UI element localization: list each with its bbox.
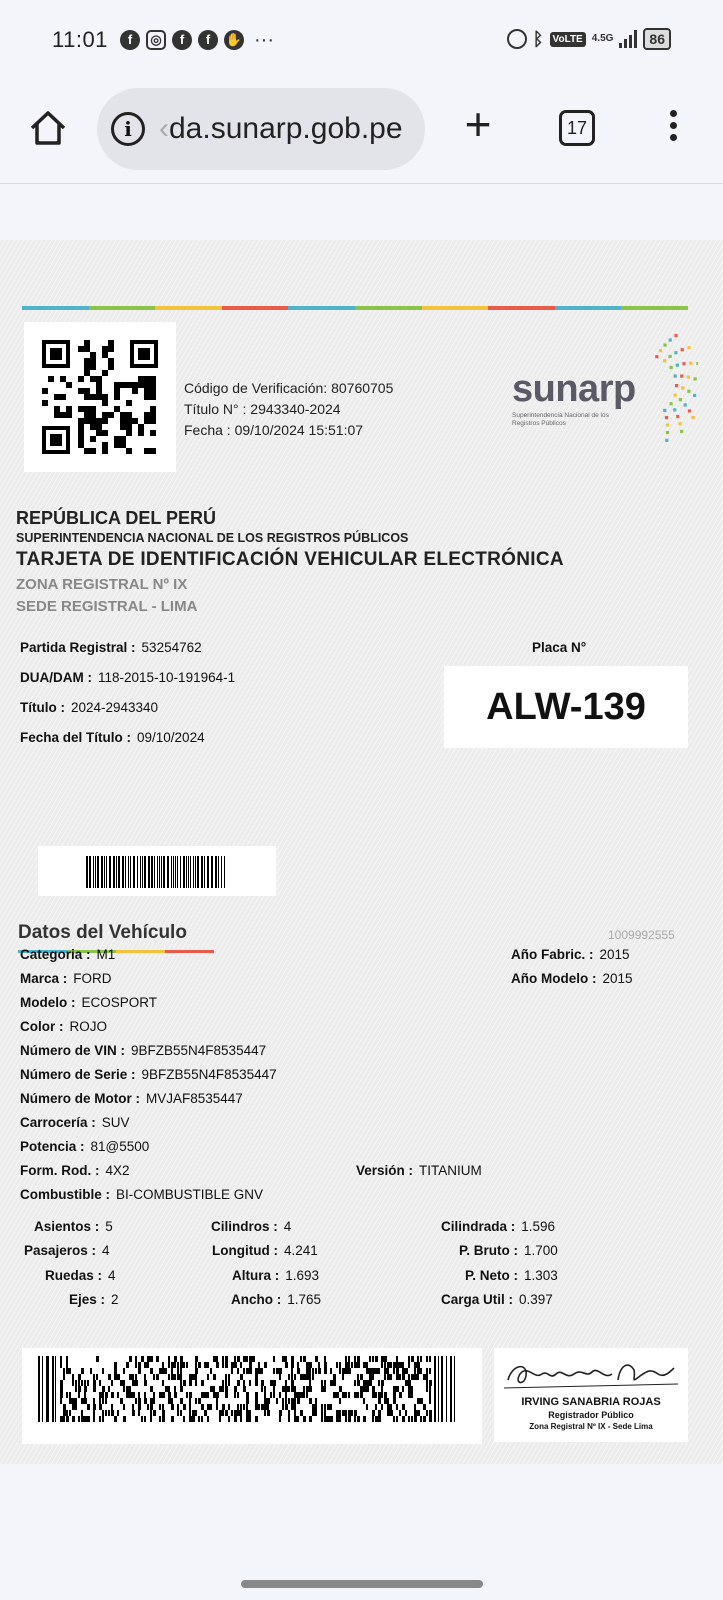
spec-cilindros: Cilindros : 4	[211, 1219, 292, 1234]
spec-pasajeros: Pasajeros : 4	[24, 1243, 110, 1258]
alarm-icon	[507, 29, 527, 49]
facebook-icon: f	[120, 30, 140, 50]
home-icon	[28, 108, 68, 148]
spec-p-bruto: P. Bruto : 1.700	[459, 1243, 558, 1258]
field-categoria: Categoria : M1	[20, 947, 116, 962]
card-title: TARJETA DE IDENTIFICACIÓN VEHICULAR ELECTRÓNICA	[16, 549, 564, 570]
vehicle-card-document	[0, 240, 723, 1464]
system-icons	[507, 28, 671, 50]
status-bar	[0, 0, 723, 80]
plate-number: ALW-139	[444, 666, 688, 748]
spec-ancho: Ancho : 1.765	[231, 1292, 322, 1307]
verification-code: Código de Verificación: 80760705	[184, 380, 394, 396]
field-potencia: Potencia : 81@5500	[20, 1139, 150, 1154]
field-anio-fabric: Año Fabric. : 2015	[511, 947, 630, 962]
signal-icon	[619, 30, 637, 48]
verification-date: Fecha : 09/10/2024 15:51:07	[184, 422, 364, 438]
registrar-zone: Zona Registral Nº IX - Sede Lima	[529, 1422, 653, 1431]
barcode-small	[38, 846, 276, 896]
instagram-icon: ◎	[146, 30, 166, 50]
vehicle-data-title: Datos del Vehículo	[18, 922, 187, 943]
network-type: 4.5G	[591, 33, 614, 44]
more-notifications-icon: ···	[254, 29, 274, 51]
country-heading: REPÚBLICA DEL PERÚ	[16, 508, 217, 528]
bluetooth-icon: ᛒ	[532, 28, 544, 49]
gesture-nav-bar[interactable]	[241, 1580, 483, 1588]
verification-title-number: Título N° : 2943340-2024	[184, 401, 341, 417]
spec-cilindrada: Cilindrada : 1.596	[441, 1219, 556, 1234]
dua-dam: DUA/DAM : 118-2015-10-191964-1	[20, 670, 236, 685]
pdf417-barcode	[22, 1348, 482, 1444]
tab-switcher-button[interactable]: 17	[559, 110, 595, 146]
field-motor: Número de Motor : MVJAF8535447	[20, 1091, 243, 1106]
home-button[interactable]	[28, 108, 68, 148]
spec-carga-util: Carga Util : 0.397	[441, 1292, 553, 1307]
battery-indicator: 86	[643, 28, 671, 50]
titulo: Título : 2024-2943340	[20, 700, 159, 715]
verification-block	[184, 378, 393, 441]
hand-icon: ✋	[224, 30, 244, 50]
spec-p-neto: P. Neto : 1.303	[465, 1268, 558, 1283]
registrar-signature	[494, 1348, 688, 1442]
field-modelo: Modelo : ECOSPORT	[20, 995, 158, 1010]
field-marca: Marca : FORD	[20, 971, 112, 986]
notification-icons	[120, 30, 274, 50]
volte-icon: VoLTE	[550, 32, 586, 47]
facebook-icon: f	[172, 30, 192, 50]
field-serie: Número de Serie : 9BFZB55N4F8535447	[20, 1067, 277, 1082]
logo-subtitle: Superintendencia Nacional de los Registros Públicos	[512, 412, 609, 427]
address-bar[interactable]	[97, 88, 425, 170]
logo-word: sunarp	[512, 368, 636, 410]
plate-label: Placa N°	[532, 640, 587, 655]
site-info-icon[interactable]: i	[111, 112, 145, 146]
field-form-rod: Form. Rod. : 4X2	[20, 1163, 130, 1178]
new-tab-button[interactable]: +	[464, 98, 492, 150]
signature-scribble	[494, 1350, 688, 1400]
field-version: Versión : TITANIUM	[356, 1163, 482, 1178]
field-combustible: Combustible : BI-COMBUSTIBLE GNV	[20, 1187, 264, 1202]
spec-longitud: Longitud : 4.241	[212, 1243, 318, 1258]
facebook-icon: f	[198, 30, 218, 50]
zone-heading: ZONA REGISTRAL Nº IX	[16, 576, 188, 593]
field-color: Color : ROJO	[20, 1019, 108, 1034]
fecha-titulo: Fecha del Título : 09/10/2024	[20, 730, 205, 745]
registrar-name: IRVING SANABRIA ROJAS	[521, 1396, 661, 1408]
spec-ejes: Ejes : 2	[69, 1292, 119, 1307]
document-number: 1009992555	[608, 928, 675, 942]
partida-registral: Partida Registral : 53254762	[20, 640, 202, 655]
registrar-role: Registrador Público	[548, 1410, 634, 1420]
spec-altura: Altura : 1.693	[232, 1268, 320, 1283]
field-anio-modelo: Año Modelo : 2015	[511, 971, 633, 986]
sunarp-logo	[508, 332, 698, 442]
browser-menu-button[interactable]	[668, 110, 678, 146]
qr-code	[24, 322, 176, 472]
agency-heading: SUPERINTENDENCIA NACIONAL DE LOS REGISTROS PÚBLICOS	[16, 531, 409, 545]
browser-toolbar	[0, 80, 723, 184]
field-vin: Número de VIN : 9BFZB55N4F8535447	[20, 1043, 267, 1058]
field-carroceria: Carrocería : SUV	[20, 1115, 130, 1130]
clock: 11:01	[52, 27, 108, 52]
sede-heading: SEDE REGISTRAL - LIMA	[16, 598, 198, 615]
spec-asientos: Asientos : 5	[34, 1219, 113, 1234]
color-stripe	[22, 306, 688, 310]
url-text[interactable]: ‹da.sunarp.gob.pe	[159, 112, 403, 145]
spec-ruedas: Ruedas : 4	[45, 1268, 116, 1283]
